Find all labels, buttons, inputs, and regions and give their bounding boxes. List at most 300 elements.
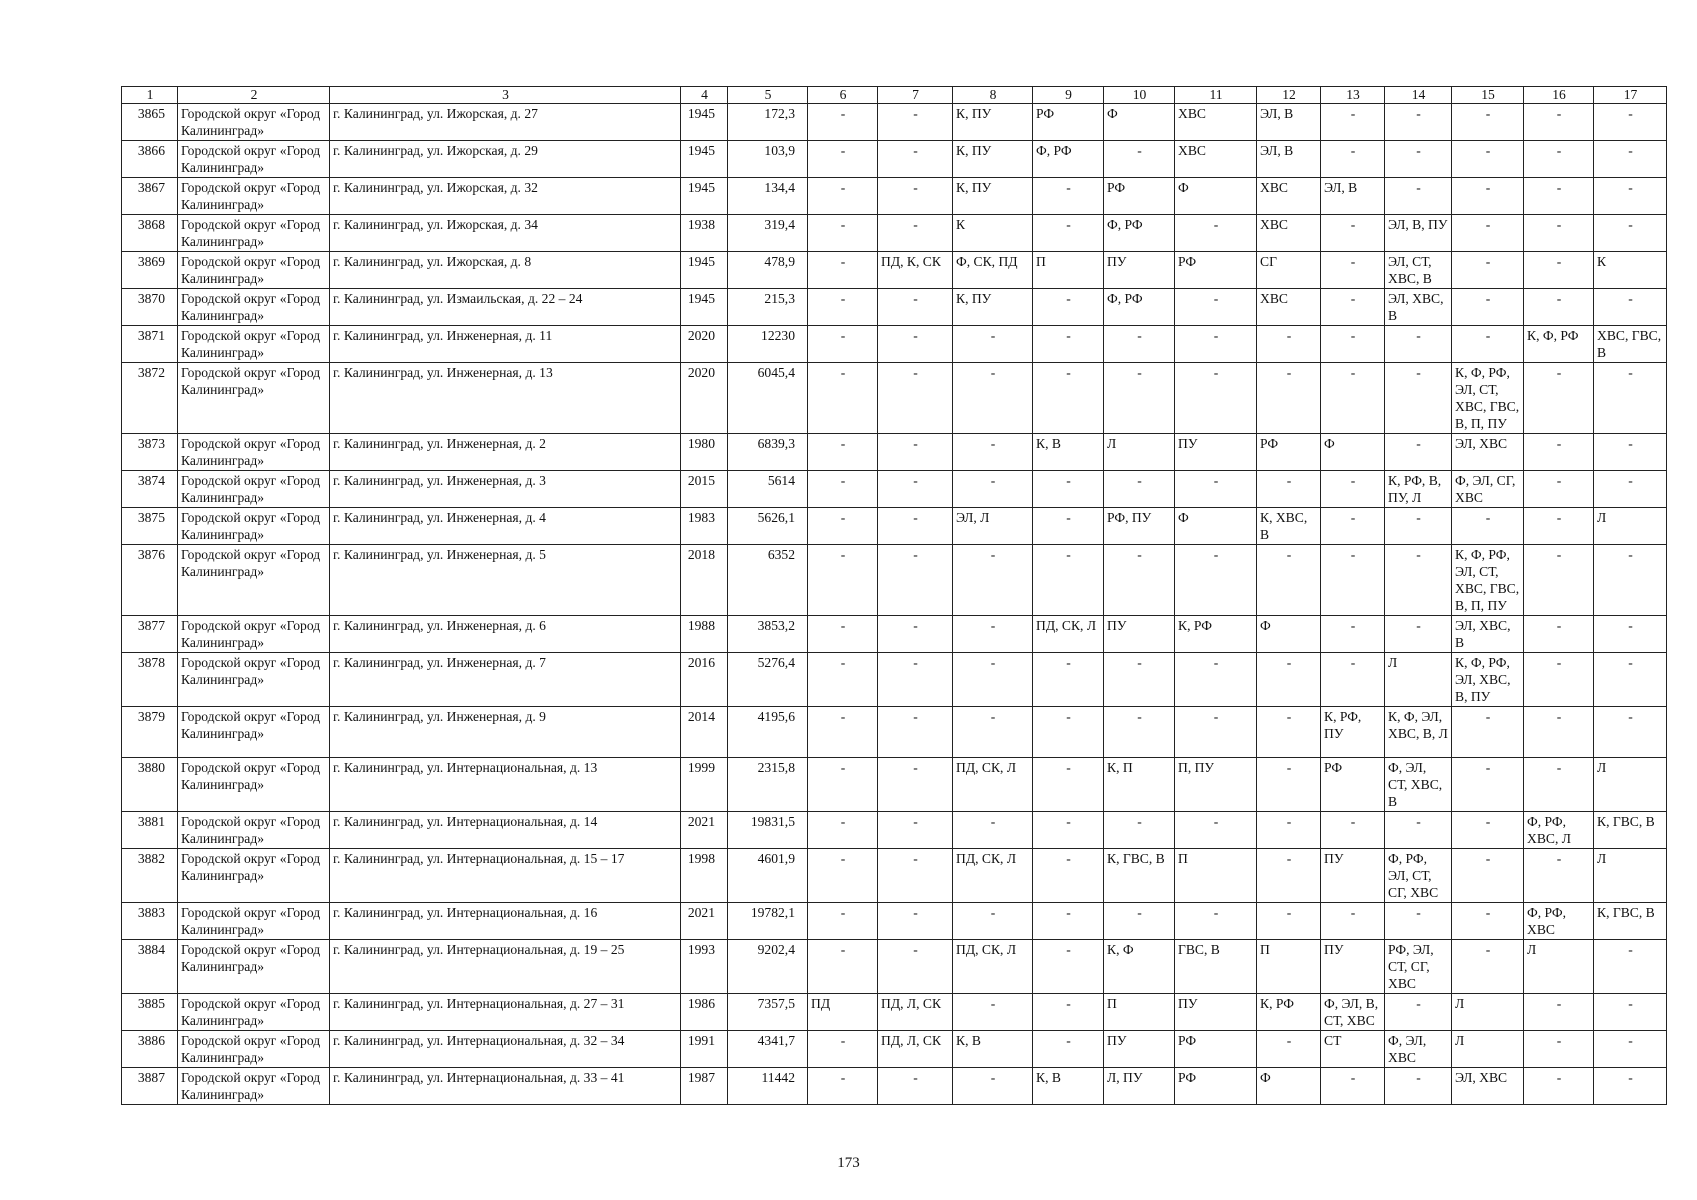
table-cell: - [1452,758,1524,812]
table-cell: - [1452,289,1524,326]
table-cell: - [1175,707,1257,758]
table-cell: - [1033,707,1104,758]
municipality-cell: Городской округ «Город Калининград» [178,252,330,289]
table-cell: - [878,707,953,758]
table-cell: - [1321,903,1385,940]
table-cell: - [1524,289,1594,326]
municipality-cell: Городской округ «Город Калининград» [178,903,330,940]
table-cell: - [1524,616,1594,653]
table-cell: - [1321,252,1385,289]
table-cell: - [1033,812,1104,849]
table-cell: Л, ПУ [1104,1068,1175,1105]
table-cell: - [1385,616,1452,653]
municipality-cell: Городской округ «Город Калининград» [178,326,330,363]
table-cell: - [1257,849,1321,903]
table-cell: - [1385,141,1452,178]
address-cell: г. Калининград, ул. Интернациональная, д. 15 – 17 [330,849,681,903]
row-number: 3881 [122,812,178,849]
table-cell: - [1524,849,1594,903]
table-cell: ХВС [1257,289,1321,326]
row-number: 3875 [122,508,178,545]
table-cell: - [953,994,1033,1031]
table-cell: 2020 [681,326,728,363]
table-cell: - [808,1031,878,1068]
table-cell: - [1175,471,1257,508]
table-cell: - [1175,215,1257,252]
table-cell: - [1524,471,1594,508]
table-cell: 4341,7 [728,1031,808,1068]
table-cell: - [1257,1031,1321,1068]
table-cell: 2315,8 [728,758,808,812]
table-cell: - [808,940,878,994]
table-cell: К, ХВС, В [1257,508,1321,545]
address-cell: г. Калининград, ул. Интернациональная, д. 13 [330,758,681,812]
table-cell: Ф, РФ, ХВС, Л [1524,812,1594,849]
table-cell: - [1257,812,1321,849]
table-cell: - [808,508,878,545]
table-cell: - [1257,326,1321,363]
row-number: 3879 [122,707,178,758]
table-cell: 1991 [681,1031,728,1068]
table-cell: - [1321,141,1385,178]
table-cell: - [1033,508,1104,545]
table-cell: 2020 [681,363,728,434]
table-cell: - [1452,326,1524,363]
table-cell: П [1104,994,1175,1031]
table-cell: - [1452,252,1524,289]
table-cell: - [1524,104,1594,141]
municipality-cell: Городской округ «Город Калининград» [178,1068,330,1105]
table-cell: - [1321,215,1385,252]
municipality-cell: Городской округ «Город Калининград» [178,104,330,141]
table-cell: РФ [1257,434,1321,471]
column-header: 13 [1321,87,1385,104]
table-cell: - [1033,471,1104,508]
table-cell: - [1104,141,1175,178]
table-row [122,289,1667,326]
table-cell: - [808,1068,878,1105]
table-cell: - [1033,363,1104,434]
address-cell: г. Калининград, ул. Ижорская, д. 32 [330,178,681,215]
row-number: 3873 [122,434,178,471]
table-cell: - [1321,653,1385,707]
table-cell: - [1524,545,1594,616]
address-cell: г. Калининград, ул. Инженерная, д. 6 [330,616,681,653]
table-cell: РФ [1321,758,1385,812]
table-cell: - [1452,141,1524,178]
table-row [122,616,1667,653]
municipality-cell: Городской округ «Город Калининград» [178,215,330,252]
table-cell: - [808,849,878,903]
row-number: 3870 [122,289,178,326]
municipality-cell: Городской округ «Город Калининград» [178,758,330,812]
row-number: 3866 [122,141,178,178]
table-cell: 2021 [681,812,728,849]
table-cell: Л [1594,508,1667,545]
table-cell: - [878,758,953,812]
table-row [122,812,1667,849]
table-cell: - [808,758,878,812]
table-cell: 103,9 [728,141,808,178]
table-cell: П, ПУ [1175,758,1257,812]
table-row [122,849,1667,903]
column-header: 4 [681,87,728,104]
address-cell: г. Калининград, ул. Инженерная, д. 11 [330,326,681,363]
table-cell: ПД [808,994,878,1031]
header-row [122,87,1667,104]
table-cell: ПД, Л, СК [878,1031,953,1068]
table-cell: - [808,178,878,215]
table-cell: - [1594,940,1667,994]
address-cell: г. Калининград, ул. Интернациональная, д. 14 [330,812,681,849]
table-cell: К, Ф [1104,940,1175,994]
table-cell: 1945 [681,141,728,178]
table-cell: Л [1594,849,1667,903]
address-cell: г. Калининград, ул. Инженерная, д. 7 [330,653,681,707]
address-cell: г. Калининград, ул. Интернациональная, д. 27 – 31 [330,994,681,1031]
table-row [122,471,1667,508]
housing-register-table [121,86,1667,1105]
table-cell: П [1175,849,1257,903]
table-cell: - [1524,1068,1594,1105]
table-cell: - [1452,178,1524,215]
address-cell: г. Калининград, ул. Инженерная, д. 5 [330,545,681,616]
row-number: 3865 [122,104,178,141]
table-cell: - [808,434,878,471]
table-cell: - [1524,434,1594,471]
table-cell: - [1524,758,1594,812]
table-cell: ПУ [1104,252,1175,289]
table-row [122,252,1667,289]
table-cell: - [1257,653,1321,707]
table-body [122,87,1667,1105]
table-cell: К, В [1033,1068,1104,1105]
municipality-cell: Городской округ «Город Калининград» [178,471,330,508]
table-cell: - [1452,215,1524,252]
page-number: 173 [837,1155,860,1171]
table-cell: П [1033,252,1104,289]
table-cell: - [878,940,953,994]
municipality-cell: Городской округ «Город Калининград» [178,178,330,215]
municipality-cell: Городской округ «Город Калининград» [178,994,330,1031]
table-cell: ЭЛ, ХВС [1452,434,1524,471]
table-cell: - [1033,545,1104,616]
table-cell: - [1594,141,1667,178]
table-cell: - [1104,653,1175,707]
table-cell: - [1452,849,1524,903]
table-cell: 1945 [681,104,728,141]
table-cell: - [1594,215,1667,252]
table-cell: - [1033,994,1104,1031]
table-cell: - [1524,215,1594,252]
table-cell: - [1257,471,1321,508]
table-cell: ЭЛ, Л [953,508,1033,545]
table-cell: - [953,653,1033,707]
table-cell: - [1385,508,1452,545]
table-cell: 1999 [681,758,728,812]
table-cell: - [808,215,878,252]
table-cell: - [878,903,953,940]
table-cell: 2016 [681,653,728,707]
table-cell: ПУ [1175,994,1257,1031]
municipality-cell: Городской округ «Город Калининград» [178,616,330,653]
table-cell: - [1452,903,1524,940]
table-cell: - [808,616,878,653]
municipality-cell: Городской округ «Город Калининград» [178,849,330,903]
table-cell: Л [1104,434,1175,471]
table-cell: 1938 [681,215,728,252]
table-cell: 172,3 [728,104,808,141]
table-cell: - [1385,1068,1452,1105]
table-row [122,707,1667,758]
table-cell: - [1452,508,1524,545]
table-cell: - [878,363,953,434]
table-cell: - [1175,653,1257,707]
table-cell: ПУ [1175,434,1257,471]
table-cell: Л [1452,1031,1524,1068]
table-cell: - [808,363,878,434]
table-cell: ЭЛ, В [1257,141,1321,178]
table-cell: К, Ф, РФ, ЭЛ, ХВС, В, ПУ [1452,653,1524,707]
table-cell: ЭЛ, СТ, ХВС, В [1385,252,1452,289]
row-number: 3877 [122,616,178,653]
address-cell: г. Калининград, ул. Интернациональная, д. 32 – 34 [330,1031,681,1068]
table-cell: 2021 [681,903,728,940]
table-cell: К [953,215,1033,252]
table-cell: - [1594,434,1667,471]
row-number: 3871 [122,326,178,363]
table-cell: - [878,508,953,545]
table-cell: 1945 [681,289,728,326]
column-header: 15 [1452,87,1524,104]
table-cell: Ф [1104,104,1175,141]
table-cell: К, РФ [1257,994,1321,1031]
address-cell: г. Калининград, ул. Инженерная, д. 13 [330,363,681,434]
table-cell: - [1321,508,1385,545]
table-cell: - [1524,653,1594,707]
row-number: 3872 [122,363,178,434]
table-cell: 6352 [728,545,808,616]
table-cell: 3853,2 [728,616,808,653]
table-cell: 5614 [728,471,808,508]
table-cell: - [1385,363,1452,434]
municipality-cell: Городской округ «Город Калининград» [178,545,330,616]
table-cell: Ф [1321,434,1385,471]
column-header: 12 [1257,87,1321,104]
table-cell: - [1385,326,1452,363]
table-cell: ХВС [1175,104,1257,141]
table-cell: - [808,252,878,289]
table-cell: - [878,616,953,653]
table-cell: - [953,471,1033,508]
column-header: 8 [953,87,1033,104]
table-cell: - [1524,707,1594,758]
table-cell: - [878,849,953,903]
table-row [122,758,1667,812]
table-cell: 7357,5 [728,994,808,1031]
table-cell: ЭЛ, В, ПУ [1385,215,1452,252]
table-cell: ПУ [1321,849,1385,903]
table-cell: - [1175,363,1257,434]
table-cell: - [1524,363,1594,434]
row-number: 3882 [122,849,178,903]
table-cell: К, РФ [1175,616,1257,653]
table-cell: Л [1594,758,1667,812]
row-number: 3876 [122,545,178,616]
table-row [122,141,1667,178]
table-cell: - [878,104,953,141]
table-cell: Л [1524,940,1594,994]
table-cell: ХВС [1175,141,1257,178]
table-cell: 6839,3 [728,434,808,471]
table-cell: - [1257,545,1321,616]
table-cell: - [1257,363,1321,434]
table-cell: ХВС [1257,215,1321,252]
table-cell: Ф, ЭЛ, В, СТ, ХВС [1321,994,1385,1031]
table-cell: - [1385,812,1452,849]
table-cell: - [1321,1068,1385,1105]
column-header: 16 [1524,87,1594,104]
table-cell: - [1033,940,1104,994]
table-cell: 1986 [681,994,728,1031]
table-cell: К, Ф, РФ [1524,326,1594,363]
table-cell: - [1321,545,1385,616]
table-cell: - [1594,1031,1667,1068]
table-cell: - [1594,471,1667,508]
table-cell: 2018 [681,545,728,616]
municipality-cell: Городской округ «Город Калининград» [178,1031,330,1068]
table-cell: Л [1452,994,1524,1031]
table-cell: К, ПУ [953,141,1033,178]
table-cell: К, Ф, РФ, ЭЛ, СТ, ХВС, ГВС, В, П, ПУ [1452,545,1524,616]
address-cell: г. Калининград, ул. Интернациональная, д. 33 – 41 [330,1068,681,1105]
table-cell: РФ, ПУ [1104,508,1175,545]
table-cell: - [1452,812,1524,849]
table-row [122,653,1667,707]
table-cell: - [953,1068,1033,1105]
table-cell: К, Ф, ЭЛ, ХВС, В, Л [1385,707,1452,758]
table-cell: Ф, РФ, ЭЛ, СТ, СГ, ХВС [1385,849,1452,903]
table-cell: - [1594,545,1667,616]
table-row [122,104,1667,141]
table-cell: Ф, РФ [1104,289,1175,326]
table-cell: Ф, СК, ПД [953,252,1033,289]
table-cell: Ф [1257,1068,1321,1105]
table-cell: 478,9 [728,252,808,289]
table-cell: - [1033,849,1104,903]
table-cell: РФ, ЭЛ, СТ, СГ, ХВС [1385,940,1452,994]
table-cell: - [1104,326,1175,363]
column-header: 10 [1104,87,1175,104]
table-cell: - [1385,545,1452,616]
table-cell: ГВС, В [1175,940,1257,994]
table-cell: - [953,326,1033,363]
table-cell: 2015 [681,471,728,508]
column-header: 3 [330,87,681,104]
table-cell: - [1175,545,1257,616]
table-row [122,508,1667,545]
table-row [122,994,1667,1031]
table-cell: К, РФ, В, ПУ, Л [1385,471,1452,508]
address-cell: г. Калининград, ул. Ижорская, д. 29 [330,141,681,178]
row-number: 3885 [122,994,178,1031]
table-cell: - [1594,289,1667,326]
table-cell: - [1524,1031,1594,1068]
table-cell: - [1321,616,1385,653]
table-cell: - [1033,178,1104,215]
table-cell: - [878,471,953,508]
table-cell: - [1033,326,1104,363]
table-cell: 1993 [681,940,728,994]
table-cell: - [808,471,878,508]
table-cell: 4195,6 [728,707,808,758]
table-cell: - [1104,903,1175,940]
table-cell: К, ПУ [953,104,1033,141]
table-cell: - [878,215,953,252]
table-cell: - [878,1068,953,1105]
table-cell: - [1033,289,1104,326]
table-cell: ПД, СК, Л [953,940,1033,994]
table-cell: 19782,1 [728,903,808,940]
row-number: 3874 [122,471,178,508]
table-cell: - [808,326,878,363]
table-cell: РФ [1104,178,1175,215]
table-cell: Ф, ЭЛ, СГ, ХВС [1452,471,1524,508]
table-row [122,940,1667,994]
table-cell: 1945 [681,178,728,215]
table-cell: - [953,707,1033,758]
table-cell: 12230 [728,326,808,363]
table-cell: - [878,545,953,616]
table-cell: Ф, РФ [1033,141,1104,178]
table-cell: - [1257,903,1321,940]
table-cell: 215,3 [728,289,808,326]
table-cell: - [1594,616,1667,653]
table-cell: К [1594,252,1667,289]
table-cell: - [808,653,878,707]
table-cell: 1983 [681,508,728,545]
table-cell: - [1033,758,1104,812]
table-cell: - [808,707,878,758]
column-header: 11 [1175,87,1257,104]
table-cell: - [878,653,953,707]
table-cell: - [953,812,1033,849]
table-cell: Ф [1175,508,1257,545]
table-cell: - [1524,252,1594,289]
address-cell: г. Калининград, ул. Инженерная, д. 4 [330,508,681,545]
table-cell: - [953,363,1033,434]
table-cell: - [1385,178,1452,215]
table-row [122,903,1667,940]
table-cell: - [808,141,878,178]
table-cell: ХВС, ГВС, В [1594,326,1667,363]
table-cell: ПУ [1321,940,1385,994]
table-cell: - [1385,434,1452,471]
municipality-cell: Городской округ «Город Калининград» [178,289,330,326]
table-cell: 19831,5 [728,812,808,849]
table-cell: - [1033,653,1104,707]
column-header: 5 [728,87,808,104]
table-cell: - [878,812,953,849]
row-number: 3869 [122,252,178,289]
table-cell: Ф, РФ, ХВС [1524,903,1594,940]
table-cell: К, РФ, ПУ [1321,707,1385,758]
table-cell: - [1524,508,1594,545]
table-cell: - [1594,994,1667,1031]
table-cell: ЭЛ, ХВС, В [1452,616,1524,653]
table-cell: - [1321,471,1385,508]
table-cell: - [878,289,953,326]
